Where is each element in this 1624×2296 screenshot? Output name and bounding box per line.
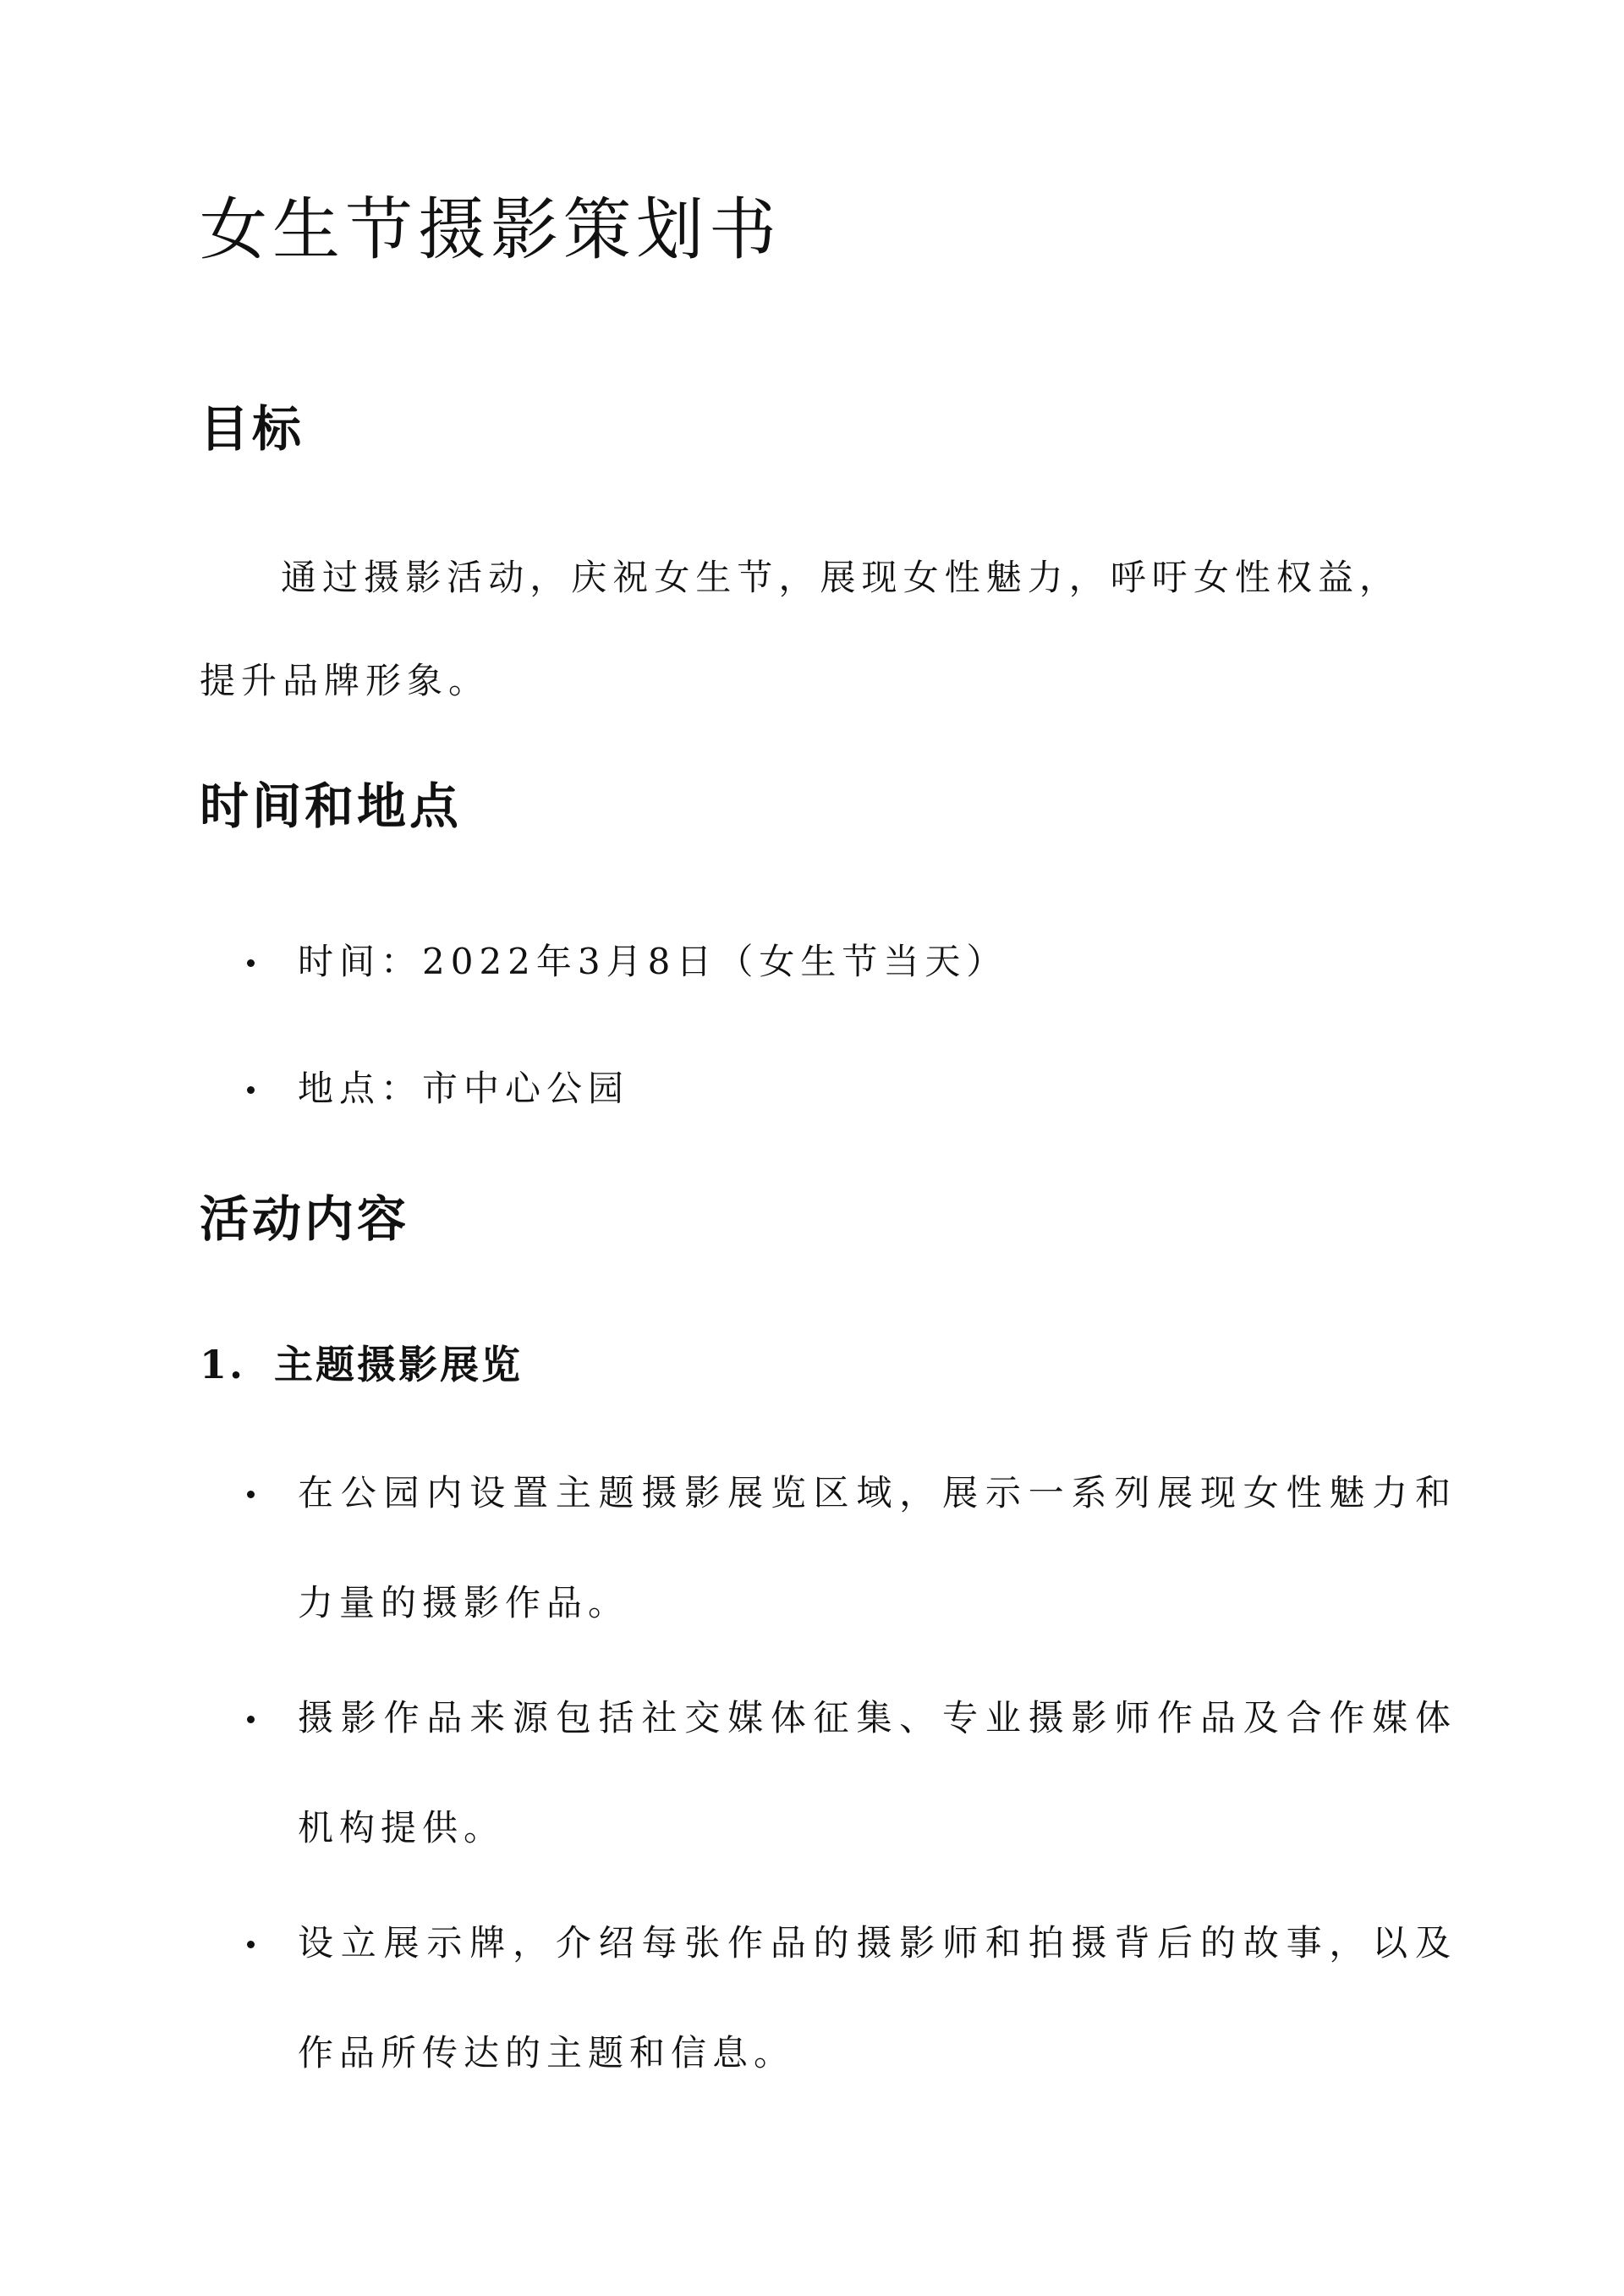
list-item-display-boards	[247, 1888, 1457, 2108]
bullet-icon	[247, 1941, 255, 1948]
list-item-place	[247, 1034, 1457, 1144]
goal-paragraph: 通过摄影活动，庆祝女生节，展现女性魅力，呼吁女性权益，提升品牌形象。	[200, 557, 1401, 701]
list-item-exhibition-area	[247, 1438, 1457, 1658]
subsection-heading-exhibition	[200, 1342, 523, 1387]
list-item-text: 摄影作品来源包括社交媒体征集、专业摄影师作品及合作媒体机构提供。	[298, 1697, 1457, 1848]
bullet-icon	[247, 1491, 255, 1498]
subsection-title: 主题摄影展览	[274, 1342, 523, 1387]
bullet-icon	[247, 1086, 255, 1094]
list-item-text: 在公园内设置主题摄影展览区域，展示一系列展现女性魅力和力量的摄影作品。	[298, 1472, 1457, 1623]
section-heading-time-place: 时间和地点	[200, 777, 463, 835]
document-title: 女生节摄影策划书	[200, 190, 782, 269]
list-item-text: 时间：2022年3月8日（女生节当天）	[298, 941, 1008, 982]
bullet-icon	[247, 1716, 255, 1723]
list-item-text: 设立展示牌，介绍每张作品的摄影师和拍摄背后的故事，以及作品所传达的主题和信息。	[298, 1922, 1457, 2074]
bullet-icon	[247, 959, 255, 967]
list-item-time	[247, 907, 1457, 1017]
section-heading-activities: 活动内容	[200, 1190, 410, 1248]
list-item-text: 地点：市中心公园	[298, 1068, 630, 1109]
subsection-number: 1.	[200, 1342, 246, 1387]
section-heading-goal: 目标	[200, 400, 305, 458]
list-item-photo-sources	[247, 1663, 1457, 1883]
